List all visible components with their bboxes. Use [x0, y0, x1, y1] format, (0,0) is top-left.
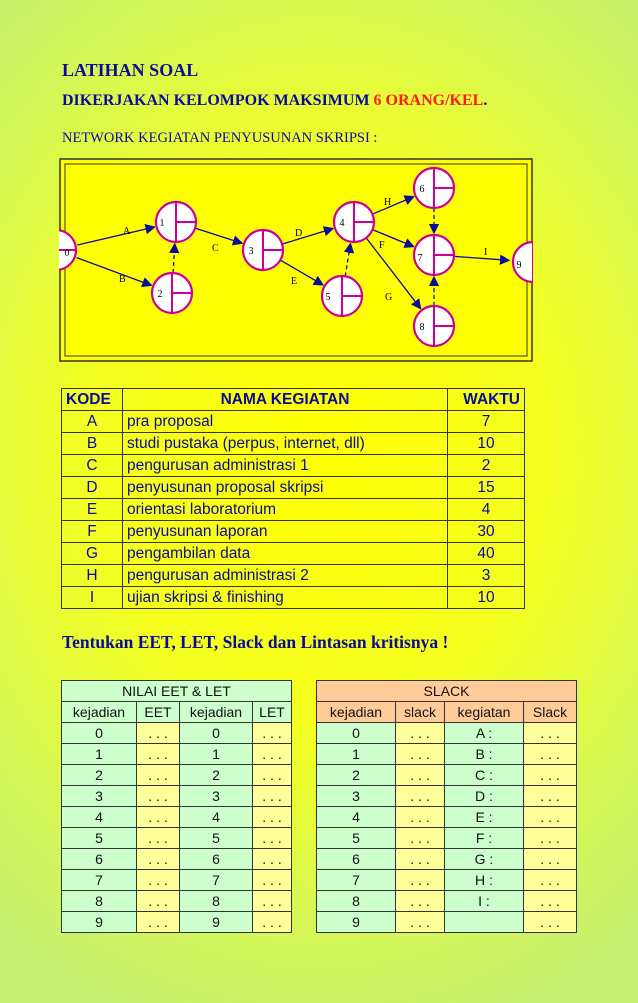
header-waktu: WAKTU: [448, 389, 525, 411]
slack-value: . . .: [396, 786, 445, 807]
eet-value: . . .: [137, 912, 180, 933]
activity-label: I: [484, 247, 488, 258]
activity-label: E: [291, 276, 298, 287]
eet-value: . . .: [137, 765, 180, 786]
activity-nama: penyusunan laporan: [123, 521, 448, 543]
eet-value: . . .: [137, 786, 180, 807]
activity-kode: G: [62, 543, 123, 565]
activity-nama: pengambilan data: [123, 543, 448, 565]
activity-label: D: [295, 228, 303, 239]
page-subtitle: [62, 92, 487, 110]
slack-value: . . .: [396, 723, 445, 744]
activity-nama: pra proposal: [123, 411, 448, 433]
slack-kegiatan-value: . . .: [524, 912, 577, 933]
spacer: [292, 849, 317, 870]
spacer: [292, 828, 317, 849]
activity-row: [62, 411, 525, 433]
activity-row: [62, 433, 525, 455]
activity-label: A: [123, 226, 131, 237]
let-value: . . .: [253, 849, 292, 870]
activity-waktu: 30: [448, 521, 525, 543]
kejadian-slack: 2: [317, 765, 396, 786]
spacer: [292, 765, 317, 786]
activity-nama: orientasi laboratorium: [123, 499, 448, 521]
eet-value: . . .: [137, 849, 180, 870]
header-kode: KODE: [62, 389, 123, 411]
activity-label: H: [384, 197, 392, 208]
activity-waktu: 4: [448, 499, 525, 521]
answer-row: [62, 870, 577, 891]
eet-value: . . .: [137, 828, 180, 849]
event-node-label: 8: [419, 322, 425, 333]
slack-value: . . .: [396, 912, 445, 933]
slack-value: . . .: [396, 870, 445, 891]
event-node: [156, 202, 196, 242]
activity-waktu: 3: [448, 565, 525, 587]
activity-kode: E: [62, 499, 123, 521]
activity-label: F: [379, 240, 385, 251]
kegiatan-label: D :: [445, 786, 524, 807]
event-node-label: 3: [248, 246, 254, 257]
activity-nama: pengurusan administrasi 2: [123, 565, 448, 587]
kejadian-slack: 8: [317, 891, 396, 912]
kejadian-let: 7: [180, 870, 253, 891]
let-value: . . .: [253, 828, 292, 849]
activity-waktu: 40: [448, 543, 525, 565]
event-node-label: 1: [159, 218, 165, 229]
kejadian-slack: 5: [317, 828, 396, 849]
spacer: [292, 723, 317, 744]
kegiatan-label: E :: [445, 807, 524, 828]
event-node-label: 6: [419, 184, 425, 195]
answer-row: [62, 765, 577, 786]
activity-kode: A: [62, 411, 123, 433]
eet-value: . . .: [137, 744, 180, 765]
kejadian-let: 8: [180, 891, 253, 912]
spacer: [292, 870, 317, 891]
activity-nama: ujian skripsi & finishing: [123, 587, 448, 609]
kegiatan-label: [445, 912, 524, 933]
activity-waktu: 7: [448, 411, 525, 433]
col-slack: slack: [396, 702, 445, 723]
col-kejadian-let: kejadian: [180, 702, 253, 723]
answer-row: [62, 891, 577, 912]
eet-value: . . .: [137, 807, 180, 828]
activity-kode: H: [62, 565, 123, 587]
activity-nama: studi pustaka (perpus, internet, dll): [123, 433, 448, 455]
event-node: [152, 273, 192, 313]
page-title: LATIHAN SOAL: [62, 60, 199, 80]
let-value: . . .: [253, 807, 292, 828]
slack-kegiatan-value: . . .: [524, 723, 577, 744]
kejadian-eet: 5: [62, 828, 137, 849]
kegiatan-label: A :: [445, 723, 524, 744]
subtitle-prefix: DIKERJAKAN KELOMPOK MAKSIMUM: [62, 92, 374, 109]
kegiatan-label: H :: [445, 870, 524, 891]
kejadian-slack: 4: [317, 807, 396, 828]
kegiatan-label: I :: [445, 891, 524, 912]
kejadian-let: 4: [180, 807, 253, 828]
let-value: . . .: [253, 765, 292, 786]
event-node: [414, 235, 454, 275]
activity-nama: pengurusan administrasi 1: [123, 455, 448, 477]
answer-row: [62, 828, 577, 849]
slack-value: . . .: [396, 807, 445, 828]
kejadian-eet: 9: [62, 912, 137, 933]
header-nama: NAMA KEGIATAN: [123, 389, 448, 411]
col-eet: EET: [137, 702, 180, 723]
kegiatan-label: B :: [445, 744, 524, 765]
let-value: . . .: [253, 870, 292, 891]
let-value: . . .: [253, 723, 292, 744]
event-node-label: 4: [339, 218, 345, 229]
activity-row: [62, 455, 525, 477]
let-value: . . .: [253, 744, 292, 765]
activity-waktu: 10: [448, 433, 525, 455]
group-slack: SLACK: [317, 681, 577, 702]
kejadian-slack: 3: [317, 786, 396, 807]
spacer: [292, 681, 317, 702]
slack-kegiatan-value: . . .: [524, 807, 577, 828]
kejadian-eet: 0: [62, 723, 137, 744]
slack-kegiatan-value: . . .: [524, 870, 577, 891]
event-node-label: 0: [64, 248, 70, 259]
event-node-label: 5: [325, 292, 331, 303]
kejadian-eet: 3: [62, 786, 137, 807]
spacer: [292, 702, 317, 723]
answer-row: [62, 807, 577, 828]
col-let: LET: [253, 702, 292, 723]
activity-table-header: [62, 389, 525, 411]
col-kejadian-eet: kejadian: [62, 702, 137, 723]
activity-row: [62, 521, 525, 543]
col-slack-kegiatan: Slack: [524, 702, 577, 723]
activity-row: [62, 477, 525, 499]
kegiatan-label: F :: [445, 828, 524, 849]
slack-value: . . .: [396, 849, 445, 870]
let-value: . . .: [253, 891, 292, 912]
activity-kode: D: [62, 477, 123, 499]
kejadian-slack: 9: [317, 912, 396, 933]
kejadian-let: 0: [180, 723, 253, 744]
activity-kode: B: [62, 433, 123, 455]
let-value: . . .: [253, 786, 292, 807]
slack-value: . . .: [396, 744, 445, 765]
spacer: [292, 912, 317, 933]
slack-kegiatan-value: . . .: [524, 828, 577, 849]
slack-value: . . .: [396, 765, 445, 786]
instruction-text: Tentukan EET, LET, Slack dan Lintasan kritisnya !: [62, 632, 449, 652]
kejadian-slack: 1: [317, 744, 396, 765]
kejadian-let: 1: [180, 744, 253, 765]
answer-row: [62, 786, 577, 807]
answer-row: [62, 912, 577, 933]
activity-row: [62, 587, 525, 609]
activity-label: C: [212, 243, 219, 254]
slack-kegiatan-value: . . .: [524, 765, 577, 786]
subtitle-suffix: .: [483, 92, 488, 109]
kejadian-eet: 4: [62, 807, 137, 828]
slack-kegiatan-value: . . .: [524, 891, 577, 912]
activity-label: B: [119, 274, 126, 285]
answer-row: [62, 723, 577, 744]
kejadian-slack: 6: [317, 849, 396, 870]
answer-row: [62, 849, 577, 870]
event-node: [334, 202, 374, 242]
eet-value: . . .: [137, 891, 180, 912]
spacer: [292, 807, 317, 828]
activity-row: [62, 543, 525, 565]
slack-kegiatan-value: . . .: [524, 786, 577, 807]
event-node: [414, 306, 454, 346]
kejadian-eet: 2: [62, 765, 137, 786]
activity-kode: C: [62, 455, 123, 477]
activity-waktu: 10: [448, 587, 525, 609]
answer-group-row: [62, 681, 577, 702]
activity-row: [62, 499, 525, 521]
event-node-label: 7: [417, 253, 423, 264]
activity-kode: F: [62, 521, 123, 543]
activity-waktu: 2: [448, 455, 525, 477]
kejadian-eet: 8: [62, 891, 137, 912]
kegiatan-label: G :: [445, 849, 524, 870]
eet-value: . . .: [137, 870, 180, 891]
event-node: [414, 168, 454, 208]
col-kegiatan: kegiatan: [445, 702, 524, 723]
activity-kode: I: [62, 587, 123, 609]
kejadian-eet: 6: [62, 849, 137, 870]
kejadian-let: 6: [180, 849, 253, 870]
event-node-label: 2: [157, 289, 163, 300]
event-node: [243, 230, 283, 270]
activity-row: [62, 565, 525, 587]
event-node-label: 9: [516, 260, 522, 271]
network-diagram: [59, 158, 533, 362]
network-frame-outer: [60, 159, 532, 361]
activity-table: [61, 388, 525, 609]
kejadian-slack: 0: [317, 723, 396, 744]
spacer: [292, 786, 317, 807]
kejadian-let: 9: [180, 912, 253, 933]
answer-header-row: [62, 702, 577, 723]
kejadian-eet: 1: [62, 744, 137, 765]
slack-value: . . .: [396, 828, 445, 849]
eet-value: . . .: [137, 723, 180, 744]
col-kejadian-slack: kejadian: [317, 702, 396, 723]
slack-kegiatan-value: . . .: [524, 744, 577, 765]
network-caption: NETWORK KEGIATAN PENYUSUNAN SKRIPSI :: [62, 130, 378, 146]
answer-row: [62, 744, 577, 765]
kejadian-slack: 7: [317, 870, 396, 891]
kejadian-eet: 7: [62, 870, 137, 891]
slack-value: . . .: [396, 891, 445, 912]
activity-waktu: 15: [448, 477, 525, 499]
answer-table: [61, 680, 577, 933]
kejadian-let: 2: [180, 765, 253, 786]
kejadian-let: 3: [180, 786, 253, 807]
spacer: [292, 891, 317, 912]
activity-nama: penyusunan proposal skripsi: [123, 477, 448, 499]
slack-kegiatan-value: . . .: [524, 849, 577, 870]
activity-label: G: [385, 292, 393, 303]
kejadian-let: 5: [180, 828, 253, 849]
let-value: . . .: [253, 912, 292, 933]
kegiatan-label: C :: [445, 765, 524, 786]
spacer: [292, 744, 317, 765]
subtitle-highlight: 6 ORANG/KEL: [373, 92, 484, 109]
event-node: [322, 276, 362, 316]
group-eet-let: NILAI EET & LET: [62, 681, 292, 702]
